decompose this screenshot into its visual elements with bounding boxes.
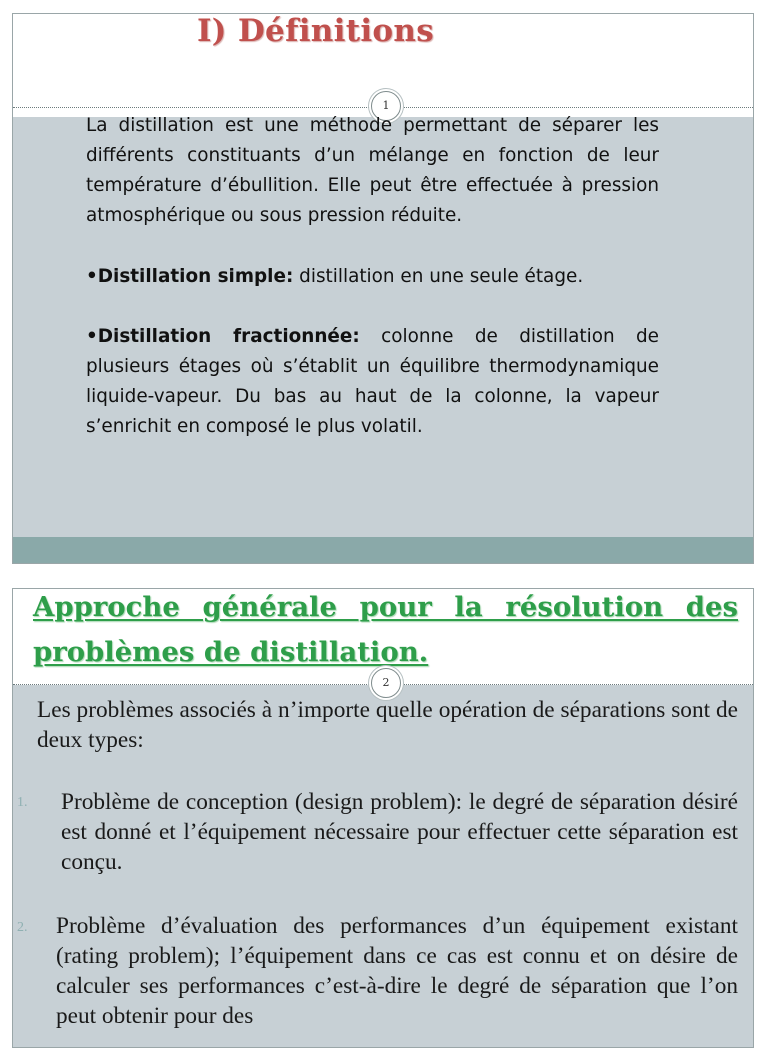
slide-1-number-badge: 1 [371, 91, 401, 121]
list-item-1-text: Problème de conception (design problem): le degré de séparation désiré est donné et l’équipement nécessaire pour effectuer cette séparation est conçu. [61, 789, 738, 875]
bullet-simple-text: distillation en une seule étage. [293, 266, 584, 287]
slide-2-intro-paragraph: Les problèmes associés à n’importe quelle opération de séparations sont de deux types: [37, 697, 738, 753]
slide-1-footer-band [13, 537, 753, 563]
slide-2 [12, 588, 754, 1048]
slide-1 [12, 13, 754, 564]
slide-2-title: Approche générale pour la résolution des problèmes de distillation. [33, 591, 738, 668]
slide-1-intro-paragraph: La distillation est une méthode permettant de séparer les différents constituants d’un mélange en fonction de leur température d’ébullition. Elle peut être effectuée à pression atmosphérique ou sous pression réduite. [86, 115, 659, 226]
slide-1-bullet-fractionnee [86, 322, 659, 442]
list-item-2-number: 2. [17, 920, 28, 935]
bullet-simple-term: •Distillation simple: [86, 266, 294, 287]
slide-2-number-badge: 2 [371, 668, 401, 698]
slide-1-bullet-simple [86, 262, 659, 292]
bullet-fractionnee-term: •Distillation fractionnée: [86, 326, 360, 347]
bullet-fractionnee-text: colonne de distillation de plusieurs étages où s’établit un équilibre thermodynamique liquide-vapeur. Du bas au haut de la colonne, la vapeur s’enrichit en composé le plus volatil. [86, 326, 659, 437]
list-item-1-number: 1. [17, 795, 28, 810]
list-item-2-text: Problème d’évaluation des performances d’un équipement existant (rating problem); l’équipement dans ce cas est connu et on désire de calculer ses performances c’est-à-dire le degré de séparation que l’on peut obtenir pour des [56, 913, 738, 1029]
slide-1-title: I) Définitions [197, 13, 434, 49]
